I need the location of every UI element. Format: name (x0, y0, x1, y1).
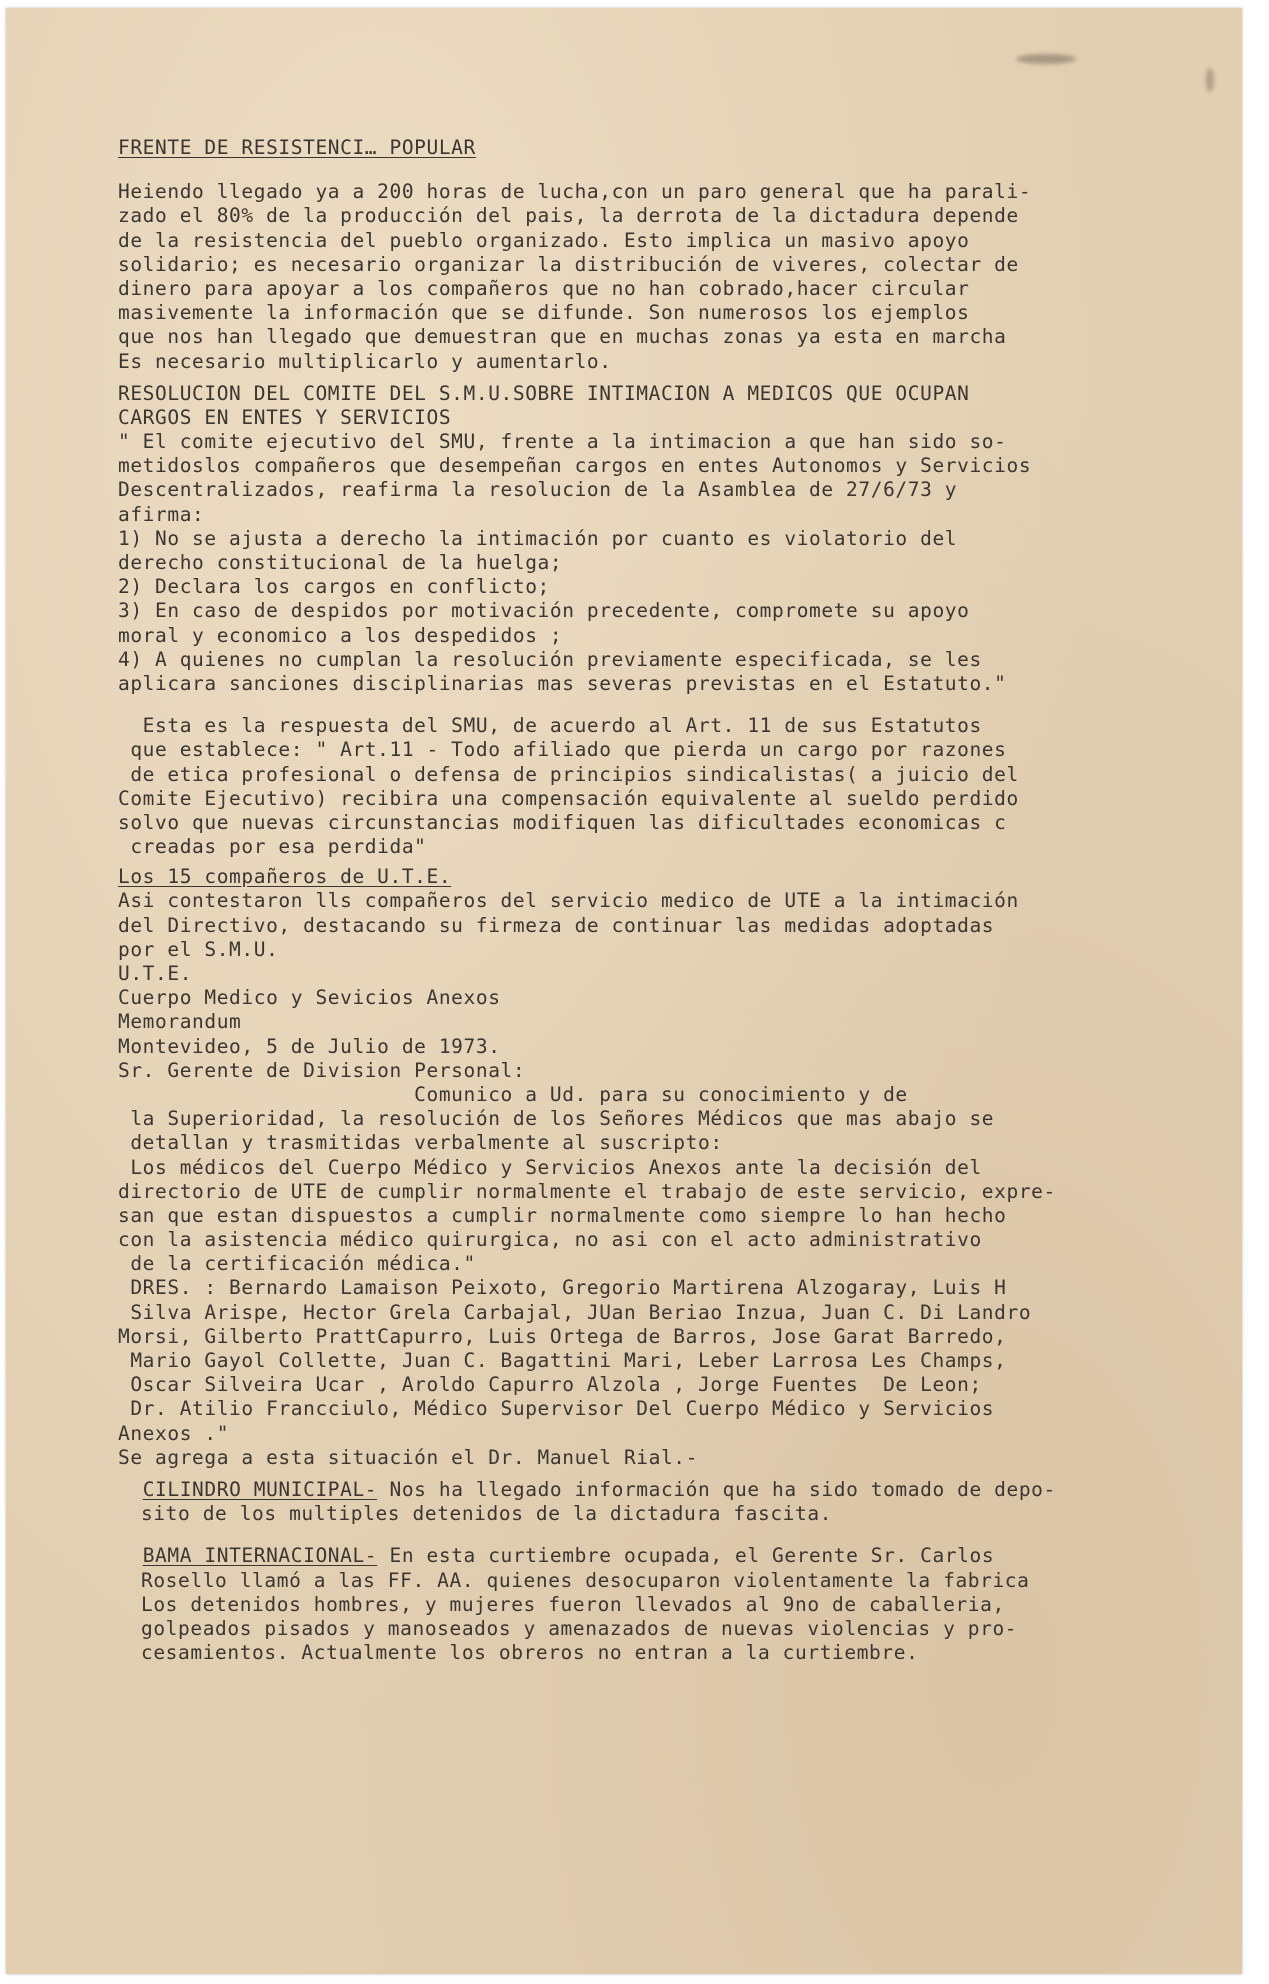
text-line: moral y economico a los despedidos ; (118, 623, 563, 647)
text-line: Heiendo llegado ya a 200 horas de lucha,con un paro general que ha parali- (118, 180, 1032, 204)
text-line: 4) A quienes no cumplan la resolución previamente especificada, se les (118, 647, 982, 671)
text-line: directorio de UTE de cumplir normalmente el trabajo de este servicio, expre- (118, 1179, 1056, 1203)
text-line: Anexos ." (118, 1421, 230, 1445)
paper-sheet (6, 8, 1242, 1974)
paragraph-resistencia (118, 180, 1228, 374)
cilindro-section (118, 1478, 1228, 1526)
text-line: 2) Declara los cargos en conflicto; (118, 575, 550, 599)
text-line: de la certificación médica." (118, 1252, 476, 1276)
text-line: san que estan dispuestos a cumplir normalmente como siempre lo han hecho (118, 1203, 1007, 1227)
text-line: que nos han llegado que demuestran que en muchas zonas ya esta en marcha (118, 325, 1007, 349)
text-line: En esta curtiembre ocupada, el Gerente Sr. Carlos (377, 1544, 995, 1568)
text-line: que establece: " Art.11 - Todo afiliado que pierda un cargo por razones (118, 738, 1007, 762)
text-line: Silva Arispe, Hector Grela Carbajal, JUan Beriao Inzua, Juan C. Di Landro (118, 1300, 1032, 1324)
text-line: afirma: (118, 502, 205, 526)
text-line: Montevideo, 5 de Julio de 1973. (118, 1034, 501, 1058)
text-line: Cuerpo Medico y Sevicios Anexos (118, 986, 501, 1010)
text-line: masivemente la información que se difunde. Son numerosos los ejemplos (118, 301, 970, 325)
text-line: Esta es la respuesta del SMU, de acuerdo al Art. 11 de sus Estatutos (118, 714, 982, 738)
text-line: detallan y trasmitidas verbalmente al suscripto: (118, 1131, 723, 1155)
typed-document (118, 136, 1228, 1665)
text-line: solidario; es necesario organizar la distribución de viveres, colectar de (118, 252, 1019, 276)
memo-body (118, 1083, 1228, 1446)
text-line: Memorandum (118, 1010, 242, 1034)
text-line: cesamientos. Actualmente los obreros no entran a la curtiembre. (141, 1641, 919, 1665)
text-line: Los detenidos hombres, y mujeres fueron llevados al 9no de caballeria, (141, 1592, 1005, 1616)
text-line: golpeados pisados y manoseados y amenazados de nuevas violencias y pro- (141, 1616, 1018, 1640)
text-line: del Directivo, destacando su firmeza de continuar las medidas adoptadas (118, 913, 995, 937)
cilindro-heading: CILINDRO MUNICIPAL- (142, 1477, 378, 1501)
memo-header (118, 962, 1228, 1083)
bama-section (118, 1544, 1228, 1665)
text-line: 1) No se ajusta a derecho la intimación por cuanto es violatorio del (118, 526, 958, 550)
text-line: Dr. Atilio Francciulo, Médico Supervisor Del Cuerpo Médico y Servicios (118, 1397, 995, 1421)
smu-response-text (118, 714, 1228, 859)
ink-smudge (1206, 68, 1214, 92)
text-line: zado el 80% de la producción del pais, la derrota de la dictadura depende (118, 204, 1019, 228)
text-line: solvo que nuevas circunstancias modifiquen las dificultades economicas c (118, 810, 1007, 834)
text-line: Es necesario multiplicarlo y aumentarlo. (118, 349, 612, 373)
rial-line: Se agrega a esta situación el Dr. Manuel Rial.- (118, 1445, 698, 1469)
text-line: sito de los multiples detenidos de la dictadura fascita. (141, 1502, 833, 1526)
text-line: 3) En caso de despidos por motivación precedente, compromete su apoyo (118, 599, 970, 623)
text-line: Comunico a Ud. para su conocimiento y de (118, 1082, 908, 1106)
text-line: la Superioridad, la resolución de los Señores Médicos que mas abajo se (118, 1107, 995, 1131)
text-line: U.T.E. (118, 962, 193, 985)
section-heading-ute: Los 15 compañeros de U.T.E. (118, 865, 452, 889)
ink-smudge (1016, 54, 1076, 64)
heading-line: CARGOS EN ENTES Y SERVICIOS (118, 405, 452, 429)
text-line: " El comite ejecutivo del SMU, frente a la intimacion a que han sido so- (118, 430, 1007, 454)
text-line: metidoslos compañeros que desempeñan cargos en entes Autonomos y Servicios (118, 454, 1032, 478)
heading-line: RESOLUCION DEL COMITE DEL S.M.U.SOBRE INTIMACION A MEDICOS QUE OCUPAN (118, 381, 970, 405)
text-line: dinero para apoyar a los compañeros que no han cobrado,hacer circular (118, 276, 970, 300)
text-line: Mario Gayol Collette, Juan C. Bagattini Mari, Leber Larrosa Les Champs, (118, 1349, 1007, 1372)
section-heading-smu (118, 382, 1228, 430)
text-line: con la asistencia médico quirurgica, no asi con el acto administrativo (118, 1228, 982, 1252)
text-line: creadas por esa perdida" (118, 835, 427, 859)
document-title: FRENTE DE RESISTENCI… POPULAR (118, 136, 476, 159)
text-line: derecho constitucional de la huelga; (118, 551, 563, 574)
text-line: Descentralizados, reafirma la resolucion de la Asamblea de 27/6/73 y (118, 478, 958, 502)
text-line: aplicara sanciones disciplinarias mas severas previstas en el Estatuto." (118, 671, 1007, 695)
text-line: de la resistencia del pueblo organizado. Esto implica un masivo apoyo (118, 228, 970, 252)
text-line: Los médicos del Cuerpo Médico y Servicios Anexos ante la decisión del (118, 1155, 982, 1179)
bama-heading: BAMA INTERNACIONAL- (142, 1544, 378, 1568)
text-line: Comite Ejecutivo) recibira una compensación equivalente al sueldo perdido (118, 786, 1019, 810)
text-line: Sr. Gerente de Division Personal: (118, 1058, 526, 1082)
smu-resolution-text (118, 430, 1228, 696)
ute-intro-text (118, 889, 1228, 962)
text-line: Rosello llamó a las FF. AA. quienes desocuparon violentamente la fabrica (141, 1568, 1030, 1592)
text-line: por el S.M.U. (118, 937, 279, 961)
text-line: Morsi, Gilberto PrattCapurro, Luis Ortega de Barros, Jose Garat Barredo, (118, 1324, 1007, 1348)
text-line: Nos ha llegado información que ha sido tomado de depo- (377, 1477, 1056, 1501)
text-line: DRES. : Bernardo Lamaison Peixoto, Gregorio Martirena Alzogaray, Luis H (118, 1276, 1007, 1300)
text-line: de etica profesional o defensa de principios sindicalistas( a juicio del (118, 762, 1019, 786)
text-line: Oscar Silveira Ucar , Aroldo Capurro Alzola , Jorge Fuentes De Leon; (118, 1373, 982, 1397)
text-line: Asi contestaron lls compañeros del servicio medico de UTE a la intimación (118, 889, 1019, 913)
